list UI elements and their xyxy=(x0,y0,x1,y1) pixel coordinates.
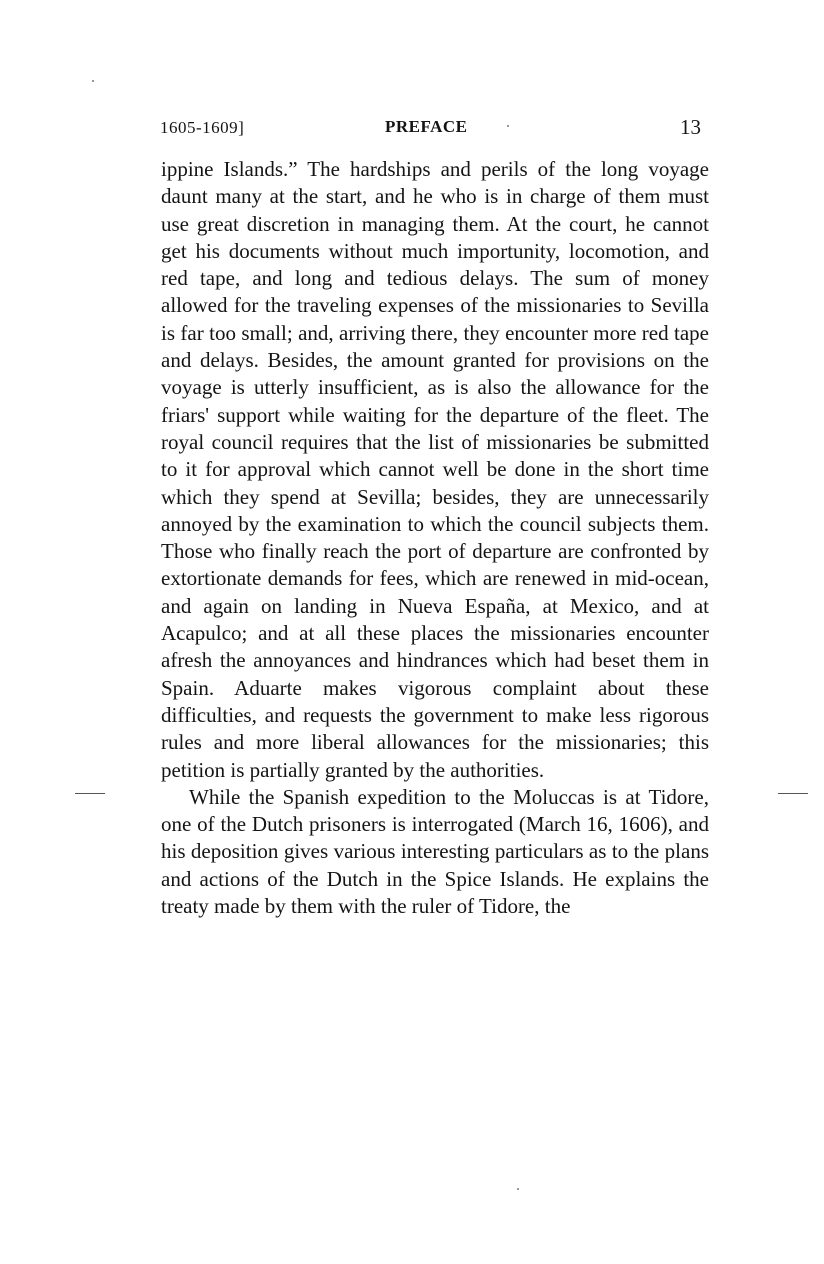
scan-speck xyxy=(507,125,509,127)
paragraph-2 xyxy=(161,784,709,920)
right-margin-mark xyxy=(778,793,808,794)
scan-speck xyxy=(92,80,94,82)
paragraph-1 xyxy=(161,156,709,784)
header-title: PREFACE xyxy=(385,117,468,136)
page-number: 13 xyxy=(680,115,701,139)
scan-speck xyxy=(517,1188,519,1190)
left-margin-mark xyxy=(75,793,105,794)
header-date-range: 1605-1609] xyxy=(160,118,245,137)
body-text xyxy=(161,156,709,920)
paragraph-2-text: While the Spanish expedition to the Moluccas is at Tidore, one of the Dutch prisoners is interrogated (March 16, 1606), and his deposition gives various interesting particulars as to the plans and actions of the Dutch in the Spice Islands. He explains the treaty made by them with the ruler of Tidore, the xyxy=(161,784,709,919)
paragraph-1-text: ippine Islands.” The hardships and perils of the long voyage daunt many at the start, and he who is in charge of them must use great discretion in managing them. At the court, he cannot get his documents without much importunity, locomotion, and red tape, and long and tedious delays. The sum of money allowed for the traveling expenses of the missionaries to Sevilla is far too small; and, arriving there, they encounter more red tape and delays. Besides, the amount granted for provisions on the voyage is utterly insufficient, as is also the allowance for the friars' support while waiting for the departure of the fleet. The royal council requires that the list of missionaries be submitted to it for approval which cannot well be done in the short time which they spend at Sevilla; besides, they are unnecessarily annoyed by the examination to which the council subjects them. Those who finally reach the port of departure are confronted by extortionate demands for fees, which are renewed in mid-ocean, and again on landing in Nueva España, at Mexico, and at Acapulco; and at all these places the missionaries encounter afresh the annoyances and hindrances which had beset them in Spain. Aduarte makes vigorous complaint about these difficulties, and requests the government to make less rigorous rules and more liberal allowances for the missionaries; this petition is partially granted by the authorities. xyxy=(161,157,709,782)
running-header xyxy=(160,114,705,142)
